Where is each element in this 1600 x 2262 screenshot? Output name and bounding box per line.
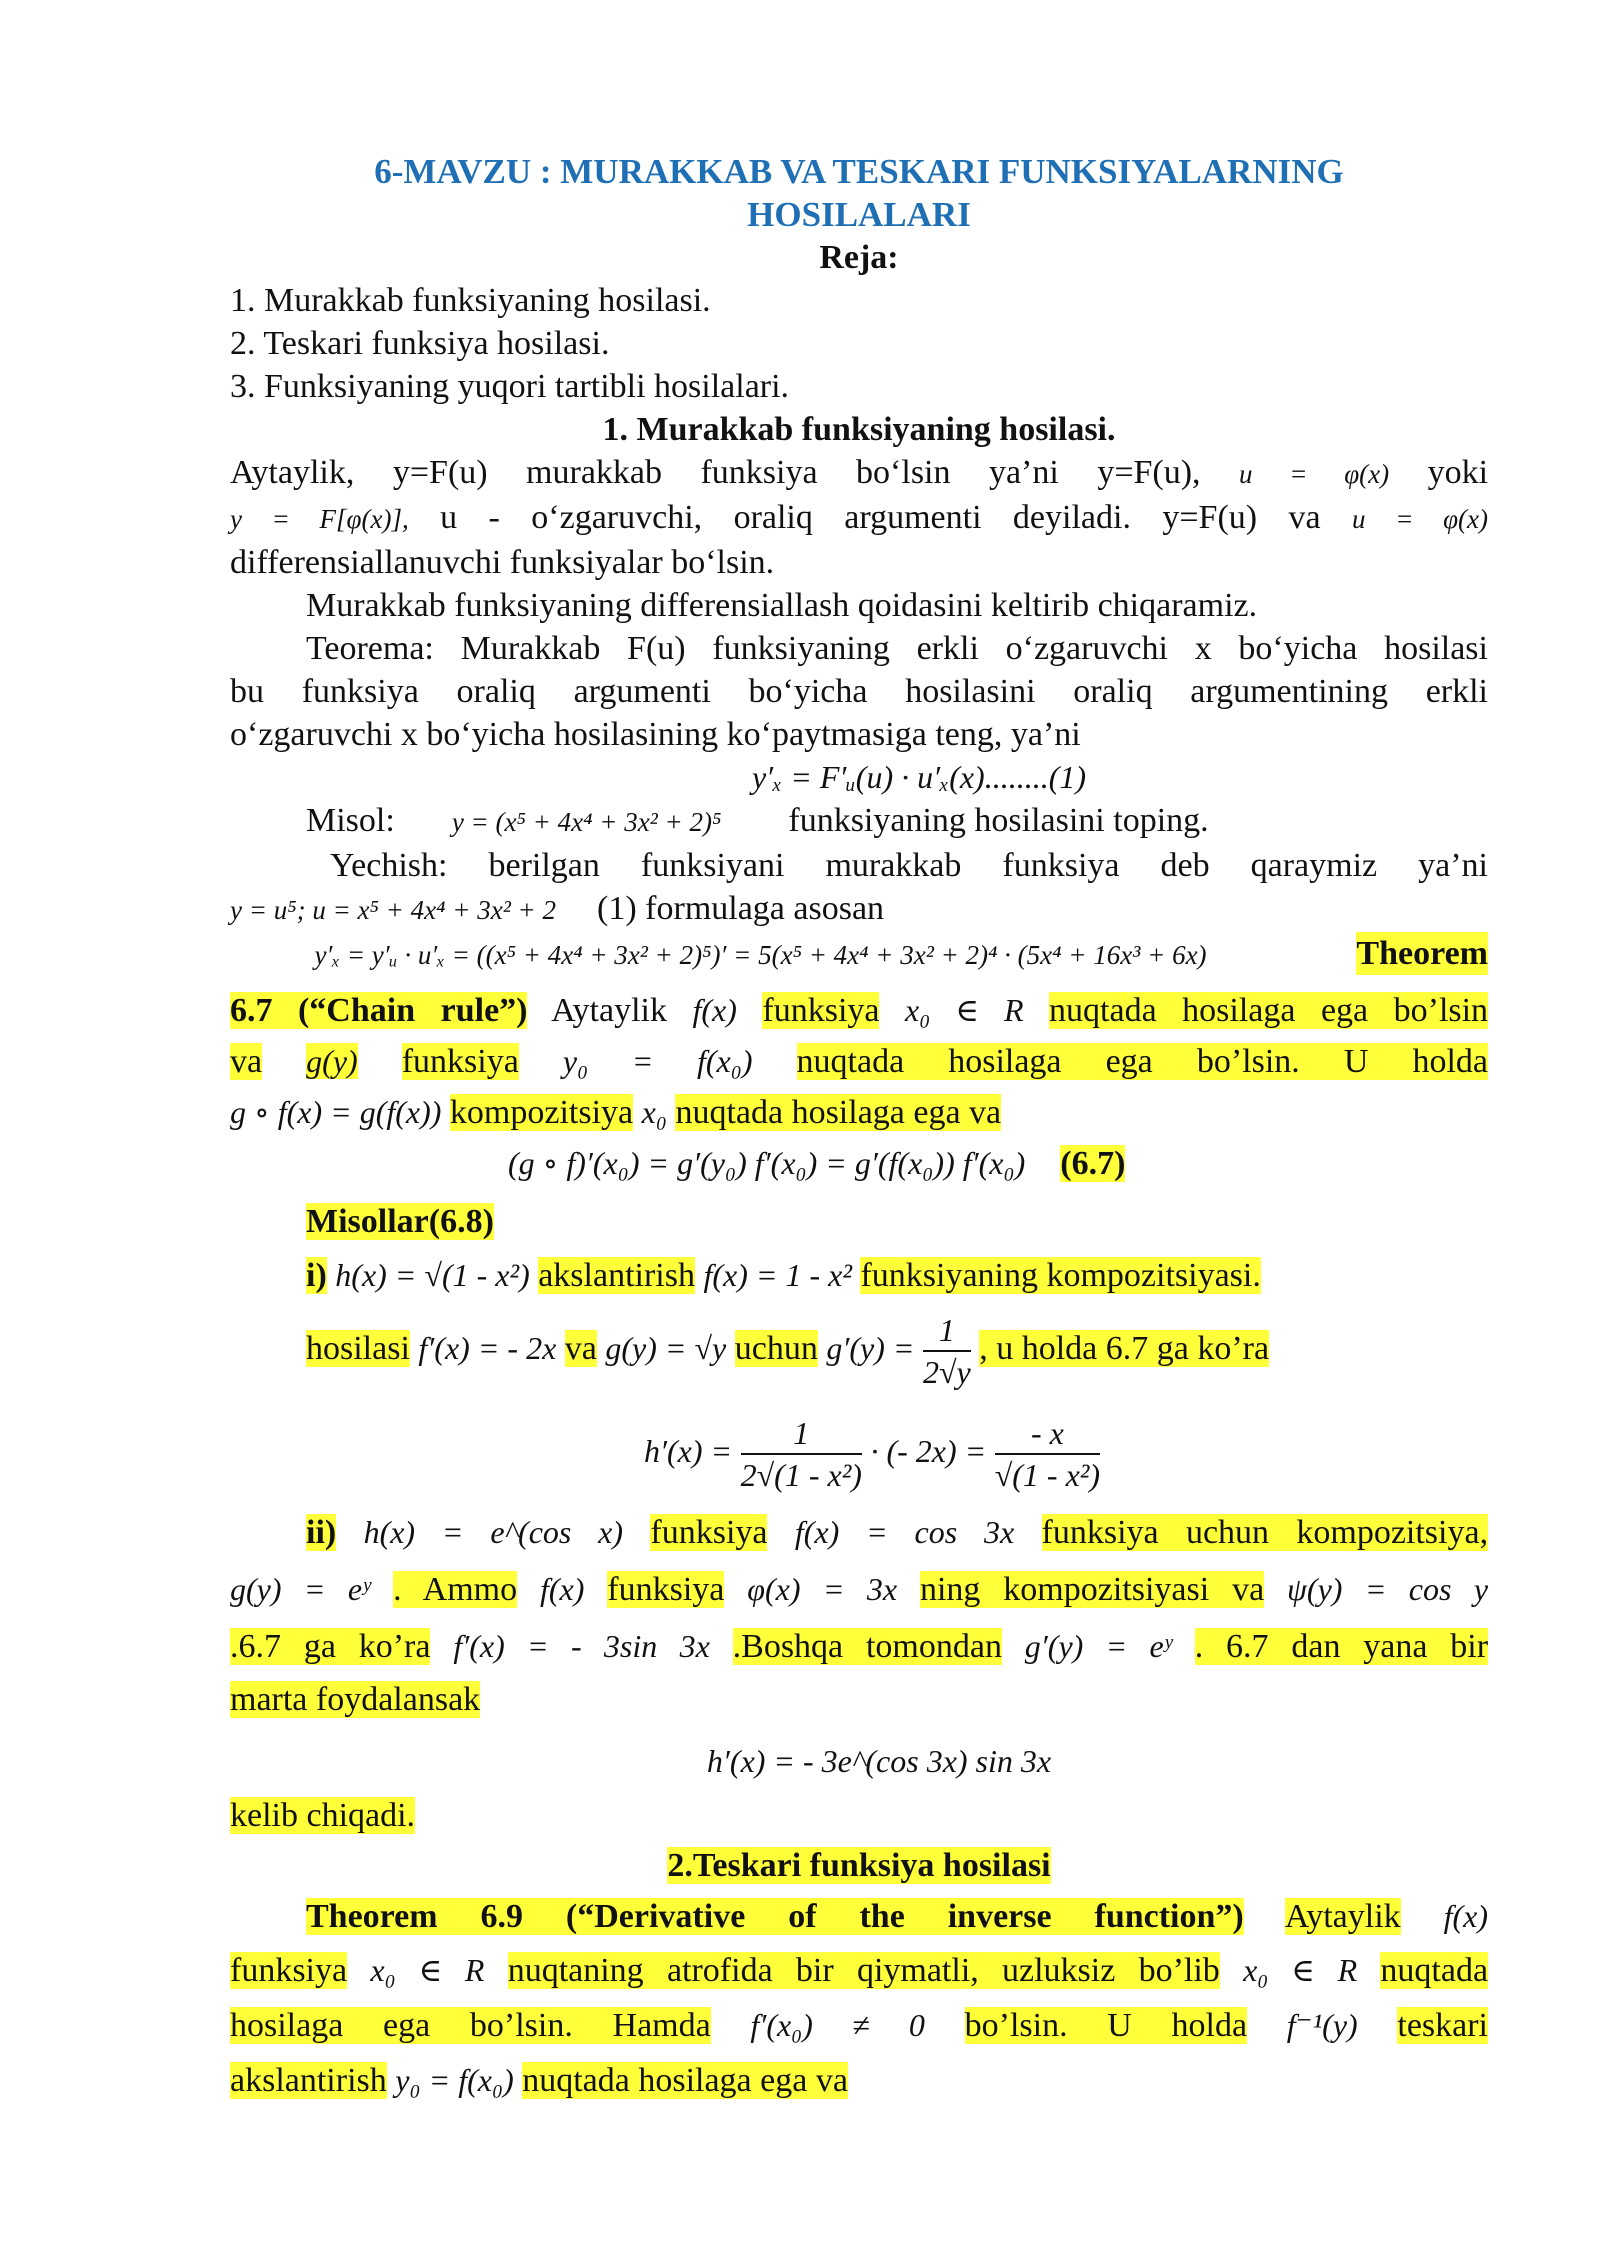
example-i-line1: i) h(x) = √(1 - x²) akslantirish f(x) = 1 - x² funksiyaning kompozitsiyasi. <box>306 1257 1261 1294</box>
plan-item: 1. Murakkab funksiyaning hosilasi. <box>230 282 711 319</box>
theorem-6-9-line4: akslantirish y₀ = f(x₀) nuqtada hosilaga ega va <box>230 2062 848 2099</box>
example-i-line2: hosilasi f′(x) = - 2x va g(y) = √y uchun g′(y) = $\frac{1}{2√y}$ , u holda 6.7 ga ko’ra <box>306 1312 1270 1391</box>
math-y-F-phi: y = F[φ(x)], <box>230 504 409 534</box>
plan-list <box>230 279 1488 408</box>
section1-heading: 1. Murakkab funksiyaning hosilasi. <box>602 411 1116 448</box>
example-line <box>230 799 1488 844</box>
math-u-phi-x: u = φ(x) <box>1239 459 1390 489</box>
example-ii-formula-line <box>230 1733 1488 1790</box>
fraction-1-over-2sqrt-y: $\frac{1}{2√y}$ <box>922 1312 971 1391</box>
math-u-phi-x-2: u = φ(x) <box>1352 504 1489 534</box>
paragraph-1-line3: differensiallanuvchi funksiyalar bo‘lsin. <box>230 544 775 581</box>
example-ii-line2: g(y) = eʸ . Ammo f(x) funksiya φ(x) = 3x ning kompozitsiyasi va ψ(y) = cos y <box>230 1571 1489 1608</box>
theorem-text-line3: o‘zgaruvchi x bo‘yicha hosilasining ko‘paytmasiga teng, ya’ni <box>230 716 1081 753</box>
example-ii-line1: ii) h(x) = e^(cos x) funksiya f(x) = cos 3x funksiya uchun kompozitsiya, <box>306 1514 1489 1551</box>
example-ii-line3: .6.7 ga ko’ra f′(x) = - 3sin 3x .Boshqa tomondan g′(y) = eʸ . 6.7 dan yana bir <box>230 1628 1489 1665</box>
formula-1: y′ₓ = F′ᵤ(u) · u′ₓ(x)........(1) <box>751 759 1087 795</box>
solution-text: (1) formulaga asosan <box>597 890 885 927</box>
theorem-text-line1: Teorema: Murakkab F(u) funksiyaning erkli o‘zgaruvchi x bo‘yicha hosilasi <box>306 630 1488 667</box>
solution-formula: y′ₓ = y′ᵤ · u′ₓ = ((x⁵ + 4x⁴ + 3x² + 2)⁵)′ = 5(x⁵ + 4x⁴ + 3x² + 2)⁴ · (5x⁴ + 16x³ + 6x) <box>314 940 1207 970</box>
paragraph-1-line2: y = F[φ(x)], u - o‘zgaruvchi, oraliq argumenti deyiladi. y=F(u) va u = φ(x) <box>230 499 1489 536</box>
paragraph-2: Murakkab funksiyaning differensiallash qoidasini keltirib chiqaramiz. <box>306 587 1258 624</box>
formula-6-7: (g ∘ f)′(x₀) = g′(y₀) f′(x₀) = g′(f(x₀)) f′(x₀) <box>508 1145 1026 1181</box>
formula-6-7-number: (6.7) <box>1060 1145 1126 1182</box>
section2-heading: 2.Teskari funksiya hosilasi <box>667 1847 1051 1884</box>
document-title-line2: HOSILALARI <box>747 195 971 234</box>
example-ii-conclusion-line: kelib chiqadi. <box>230 1797 416 1834</box>
example-text: funksiyaning hosilasini toping. <box>788 802 1209 839</box>
document-title-line1: 6-MAVZU : MURAKKAB VA TESKARI FUNKSIYALARNING <box>374 152 1344 191</box>
section2-heading-line <box>230 1842 1488 1890</box>
theorem-6-9-line2: funksiya x₀ ∈ R nuqtaning atrofida bir qiymatli, uzluksiz bo’lib x₀ ∈ R nuqtada <box>230 1952 1489 1989</box>
formula-6-7-line <box>230 1138 1488 1189</box>
theorem-6-7-line2: va g(y) funksiya y₀ = f(x₀) nuqtada hosilaga ega bo’lsin. U holda <box>230 1043 1488 1080</box>
theorem-6-7-label-a: Theorem <box>1356 932 1488 975</box>
theorem-text-line2: bu funksiya oraliq argumenti bo‘yicha hosilasini oraliq argumentining erkli <box>230 673 1488 710</box>
example-label: Misol: <box>306 802 395 839</box>
plan-item: 3. Funksiyaning yuqori tartibli hosilalari. <box>230 368 790 405</box>
theorem-6-9-line3: hosilaga ega bo’lsin. Hamda f′(x₀) ≠ 0 bo’lsin. U holda f⁻¹(y) teskari <box>230 2007 1489 2044</box>
example-i-formula: h′(x) = $\frac{1}{\text{2√(1 - x²)}}$ · (- 2x) = $\frac{- x}{\text{√(1 - x²)}}$ <box>644 1415 1101 1494</box>
solution-math: y = u⁵; u = x⁵ + 4x⁴ + 3x² + 2 <box>230 895 557 925</box>
document-page <box>230 150 1488 2108</box>
plan-heading: Reja: <box>819 239 899 276</box>
solution-line2 <box>230 887 1488 932</box>
plan-item: 2. Teskari funksiya hosilasi. <box>230 325 610 362</box>
solution-line1: Yechish: berilgan funksiyani murakkab funksiya deb qaraymiz ya’ni <box>330 847 1488 884</box>
examples-heading: Misollar(6.8) <box>306 1203 494 1240</box>
examples-heading-line <box>230 1197 1488 1247</box>
theorem-6-9-line1: Theorem 6.9 (“Derivative of the inverse function”) Aytaylik f(x) <box>306 1898 1489 1935</box>
example-math: y = (x⁵ + 4x⁴ + 3x² + 2)⁵ <box>451 807 722 837</box>
example-ii-formula: h′(x) = - 3e^(cos 3x) sin 3x <box>706 1743 1052 1779</box>
theorem-6-7-line1: 6.7 (“Chain rule”) Aytaylik f(x) funksiya x₀ ∈ R nuqtada hosilaga ega bo’lsin <box>230 992 1489 1029</box>
theorem-6-7-line3: g ∘ f(x) = g(f(x)) kompozitsiya x₀ nuqtada hosilaga ega va <box>230 1094 1002 1131</box>
example-ii-line4: marta foydalansak <box>230 1681 481 1718</box>
paragraph-1-line1: Aytaylik, y=F(u) murakkab funksiya bo‘lsin ya’ni y=F(u), u = φ(x) yoki <box>230 454 1489 491</box>
solution-formula-line <box>230 932 1488 977</box>
